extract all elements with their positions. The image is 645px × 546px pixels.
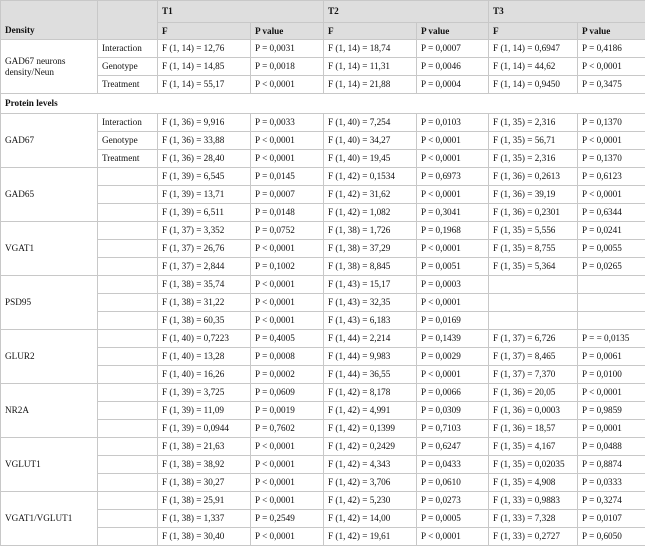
t1-p-cell: P = 0,0145 [251, 168, 324, 186]
effect-cell [98, 384, 158, 402]
t1-f-cell: F (1, 38) = 25,91 [158, 492, 251, 510]
t1-p-cell: P < 0,0001 [251, 528, 324, 546]
table-row [1, 330, 645, 348]
t2-p-cell: P = 0,6973 [417, 168, 489, 186]
effect-cell [98, 330, 158, 348]
t1-f-cell: F (1, 14) = 12,76 [158, 40, 251, 58]
table-row [1, 438, 645, 456]
t1-f-cell: F (1, 39) = 0,0944 [158, 420, 251, 438]
t2-p-cell: P = 0,0029 [417, 348, 489, 366]
t2-f-cell: F (1, 14) = 18,74 [324, 40, 417, 58]
t1-p-cell: P < 0,0001 [251, 76, 324, 94]
t2-p-cell: P < 0,0001 [417, 186, 489, 204]
table-row [1, 492, 645, 510]
table-row [1, 402, 645, 420]
t1-p-cell: P < 0,0001 [251, 276, 324, 294]
t3-f-cell: F (1, 33) = 0,9883 [489, 492, 578, 510]
t3-p-cell: P = 0,4186 [578, 40, 645, 58]
t3-f-cell [489, 294, 578, 312]
table-row [1, 456, 645, 474]
table-row [1, 240, 645, 258]
t3-p-cell: P = 0,0100 [578, 366, 645, 384]
t3-f-cell: F (1, 36) = 0,2613 [489, 168, 578, 186]
effect-cell [98, 492, 158, 510]
t3-p-cell: P = 0,6050 [578, 528, 645, 546]
t3-f-cell: F (1, 35) = 4,908 [489, 474, 578, 492]
effect-cell: Genotype [98, 58, 158, 76]
t3-f-cell: F (1, 35) = 5,364 [489, 258, 578, 276]
t3-p-cell [578, 312, 645, 330]
t3-f-header: F [489, 23, 578, 40]
t3-p-cell: P < 0,0001 [578, 58, 645, 76]
t2-f-cell: F (1, 14) = 11,31 [324, 58, 417, 76]
section-title: Protein levels [1, 94, 645, 114]
t1-f-cell: F (1, 38) = 38,92 [158, 456, 251, 474]
t3-f-cell: F (1, 35) = 0,02035 [489, 456, 578, 474]
t2-f-cell: F (1, 44) = 36,55 [324, 366, 417, 384]
t3-p-cell: P = 0,0055 [578, 240, 645, 258]
t1-p-cell: P = 0,0148 [251, 204, 324, 222]
t2-f-cell: F (1, 42) = 4,343 [324, 456, 417, 474]
group-header-t3: T3 [489, 1, 645, 23]
t3-p-cell: P = 0,0061 [578, 348, 645, 366]
t2-p-cell: P = 0,0433 [417, 456, 489, 474]
t1-p-cell: P < 0,0001 [251, 240, 324, 258]
table-row [1, 222, 645, 240]
group-header-t1: T1 [158, 1, 324, 23]
t3-f-cell: F (1, 14) = 44,62 [489, 58, 578, 76]
t3-p-cell: P < 0,0001 [578, 186, 645, 204]
t2-f-cell: F (1, 38) = 8,845 [324, 258, 417, 276]
table-row [1, 276, 645, 294]
t2-p-cell: P = 0,1968 [417, 222, 489, 240]
effect-cell [98, 348, 158, 366]
t2-f-cell: F (1, 43) = 32,35 [324, 294, 417, 312]
t1-p-cell: P < 0,0001 [251, 132, 324, 150]
table-body [1, 40, 645, 546]
row-group-label: VGAT1 [1, 222, 98, 276]
t2-p-cell: P < 0,0001 [417, 366, 489, 384]
t2-f-cell: F (1, 42) = 5,230 [324, 492, 417, 510]
table-row [1, 474, 645, 492]
table-row [1, 348, 645, 366]
t3-p-cell: P = 0,3475 [578, 76, 645, 94]
t3-p-cell: P = 0,1370 [578, 150, 645, 168]
t2-p-cell: P = 0,0004 [417, 76, 489, 94]
effect-cell [98, 204, 158, 222]
t2-p-cell: P = 0,0007 [417, 40, 489, 58]
t2-p-header: P value [417, 23, 489, 40]
t2-p-cell: P = 0,0610 [417, 474, 489, 492]
t1-f-header: F [158, 23, 251, 40]
t2-p-cell: P = 0,0169 [417, 312, 489, 330]
t2-p-cell: P < 0,0001 [417, 240, 489, 258]
table-row [1, 76, 645, 94]
t3-f-cell: F (1, 35) = 5,556 [489, 222, 578, 240]
t3-f-cell: F (1, 14) = 0,9450 [489, 76, 578, 94]
row-group-label: GLUR2 [1, 330, 98, 384]
t3-p-cell: P < 0,0001 [578, 132, 645, 150]
t3-f-cell: F (1, 37) = 7,370 [489, 366, 578, 384]
t1-p-cell: P = 0,1002 [251, 258, 324, 276]
row-group-label: VGLUT1 [1, 438, 98, 492]
table-row [1, 204, 645, 222]
t1-f-cell: F (1, 38) = 35,74 [158, 276, 251, 294]
effect-cell: Treatment [98, 76, 158, 94]
row-group-label: GAD67 neurons density/Neun [1, 40, 98, 94]
t3-f-cell: F (1, 35) = 2,316 [489, 150, 578, 168]
row-group-label: PSD95 [1, 276, 98, 330]
t1-p-cell: P = 0,0031 [251, 40, 324, 58]
t3-f-cell: F (1, 37) = 6,726 [489, 330, 578, 348]
t3-p-cell: P = 0,0001 [578, 420, 645, 438]
t3-f-cell: F (1, 35) = 56,71 [489, 132, 578, 150]
t1-f-cell: F (1, 38) = 30,40 [158, 528, 251, 546]
effect-cell [98, 222, 158, 240]
t2-p-cell: P = 0,1439 [417, 330, 489, 348]
t1-f-cell: F (1, 39) = 3,725 [158, 384, 251, 402]
t1-f-cell: F (1, 39) = 13,71 [158, 186, 251, 204]
t2-f-cell: F (1, 42) = 0,2429 [324, 438, 417, 456]
t3-p-header: P value [578, 23, 645, 40]
t1-p-cell: P < 0,0001 [251, 150, 324, 168]
t3-f-cell: F (1, 35) = 8,755 [489, 240, 578, 258]
effect-cell: Interaction [98, 114, 158, 132]
table-row [1, 114, 645, 132]
t2-f-cell: F (1, 43) = 6,183 [324, 312, 417, 330]
t2-f-cell: F (1, 42) = 0,1399 [324, 420, 417, 438]
t3-p-cell: P < 0,0001 [578, 384, 645, 402]
t2-p-cell: P = 0,0066 [417, 384, 489, 402]
t2-p-cell: P < 0,0001 [417, 294, 489, 312]
table-row [1, 510, 645, 528]
t3-f-cell: F (1, 33) = 7,328 [489, 510, 578, 528]
t2-f-cell: F (1, 44) = 9,983 [324, 348, 417, 366]
t3-p-cell: P = 0,0241 [578, 222, 645, 240]
table-row [1, 58, 645, 76]
t3-f-cell: F (1, 37) = 8,465 [489, 348, 578, 366]
group-header-t2: T2 [324, 1, 489, 23]
t1-f-cell: F (1, 40) = 16,26 [158, 366, 251, 384]
effect-cell [98, 186, 158, 204]
table-row [1, 40, 645, 58]
t2-p-cell: P = 0,6247 [417, 438, 489, 456]
table-row [1, 132, 645, 150]
table-row [1, 528, 645, 546]
t3-p-cell: P = 0,1370 [578, 114, 645, 132]
t1-f-cell: F (1, 40) = 0,7223 [158, 330, 251, 348]
t2-f-cell: F (1, 42) = 4,991 [324, 402, 417, 420]
t1-p-cell: P < 0,0001 [251, 456, 324, 474]
t1-f-cell: F (1, 14) = 14,85 [158, 58, 251, 76]
t1-p-cell: P = 0,0018 [251, 58, 324, 76]
t2-p-cell: P = 0,0103 [417, 114, 489, 132]
t1-f-cell: F (1, 39) = 11,09 [158, 402, 251, 420]
t1-p-cell: P = 0,4005 [251, 330, 324, 348]
t2-p-cell: P = 0,0046 [417, 58, 489, 76]
t1-p-cell: P < 0,0001 [251, 438, 324, 456]
effect-cell [98, 528, 158, 546]
effect-cell [98, 276, 158, 294]
t2-f-cell: F (1, 44) = 2,214 [324, 330, 417, 348]
t1-p-cell: P = 0,7602 [251, 420, 324, 438]
table-row [1, 312, 645, 330]
t2-f-cell: F (1, 42) = 3,706 [324, 474, 417, 492]
effect-cell [98, 312, 158, 330]
t2-p-cell: P = 0,0005 [417, 510, 489, 528]
t1-p-cell: P < 0,0001 [251, 492, 324, 510]
t2-f-cell: F (1, 42) = 1,082 [324, 204, 417, 222]
table-row [1, 168, 645, 186]
t3-p-cell: P = 0,8874 [578, 456, 645, 474]
t2-p-cell: P = 0,0273 [417, 492, 489, 510]
effect-cell [98, 456, 158, 474]
t3-p-cell: P = = 0,0135 [578, 330, 645, 348]
t1-f-cell: F (1, 37) = 26,76 [158, 240, 251, 258]
t2-f-header: F [324, 23, 417, 40]
t2-f-cell: F (1, 42) = 14,00 [324, 510, 417, 528]
table-row [1, 384, 645, 402]
t2-p-cell: P = 0,7103 [417, 420, 489, 438]
t1-p-cell: P = 0,0008 [251, 348, 324, 366]
t1-f-cell: F (1, 40) = 13,28 [158, 348, 251, 366]
t3-p-cell: P = 0,3274 [578, 492, 645, 510]
t1-p-cell: P = 0,0019 [251, 402, 324, 420]
effect-cell [98, 474, 158, 492]
t2-p-cell: P = 0,0051 [417, 258, 489, 276]
t3-f-cell: F (1, 36) = 0,0003 [489, 402, 578, 420]
t1-p-cell: P = 0,0609 [251, 384, 324, 402]
t1-f-cell: F (1, 36) = 28,40 [158, 150, 251, 168]
t2-p-cell: P < 0,0001 [417, 150, 489, 168]
t2-f-cell: F (1, 42) = 31,62 [324, 186, 417, 204]
t1-p-cell: P = 0,0752 [251, 222, 324, 240]
t1-f-cell: F (1, 38) = 60,35 [158, 312, 251, 330]
t3-p-cell [578, 294, 645, 312]
table-row [1, 366, 645, 384]
row-group-label: VGAT1/VGLUT1 [1, 492, 98, 546]
t2-f-cell: F (1, 40) = 34,27 [324, 132, 417, 150]
t1-p-cell: P < 0,0001 [251, 312, 324, 330]
table-row [1, 294, 645, 312]
t3-f-cell: F (1, 36) = 39,19 [489, 186, 578, 204]
t3-p-cell [578, 276, 645, 294]
section-row [1, 94, 645, 114]
t2-f-cell: F (1, 40) = 19,45 [324, 150, 417, 168]
t2-f-cell: F (1, 40) = 7,254 [324, 114, 417, 132]
effect-cell [98, 240, 158, 258]
effect-cell: Treatment [98, 150, 158, 168]
t3-f-cell: F (1, 35) = 4,167 [489, 438, 578, 456]
t1-f-cell: F (1, 38) = 21,63 [158, 438, 251, 456]
effect-header [98, 1, 158, 40]
t3-p-cell: P = 0,9859 [578, 402, 645, 420]
t1-p-cell: P < 0,0001 [251, 474, 324, 492]
t1-p-header: P value [251, 23, 324, 40]
t3-p-cell: P = 0,0488 [578, 438, 645, 456]
effect-cell [98, 438, 158, 456]
t2-p-cell: P < 0,0001 [417, 528, 489, 546]
t3-f-cell: F (1, 35) = 2,316 [489, 114, 578, 132]
t1-f-cell: F (1, 14) = 55,17 [158, 76, 251, 94]
t1-f-cell: F (1, 38) = 30,27 [158, 474, 251, 492]
table-row [1, 186, 645, 204]
effect-cell [98, 258, 158, 276]
t1-p-cell: P = 0,0033 [251, 114, 324, 132]
t2-f-cell: F (1, 42) = 8,178 [324, 384, 417, 402]
effect-cell [98, 510, 158, 528]
t2-f-cell: F (1, 42) = 0,1534 [324, 168, 417, 186]
t2-p-cell: P = 0,0003 [417, 276, 489, 294]
effect-cell [98, 294, 158, 312]
t3-f-cell: F (1, 33) = 0,2727 [489, 528, 578, 546]
t1-f-cell: F (1, 38) = 1,337 [158, 510, 251, 528]
t1-f-cell: F (1, 39) = 6,545 [158, 168, 251, 186]
density-header: Density [1, 1, 98, 40]
t3-p-cell: P = 0,6123 [578, 168, 645, 186]
t3-p-cell: P = 0,6344 [578, 204, 645, 222]
t2-f-cell: F (1, 43) = 15,17 [324, 276, 417, 294]
effect-cell [98, 366, 158, 384]
t1-f-cell: F (1, 37) = 3,352 [158, 222, 251, 240]
row-group-label: GAD67 [1, 114, 98, 168]
t3-p-cell: P = 0,0333 [578, 474, 645, 492]
header-row-groups [1, 1, 645, 23]
t2-f-cell: F (1, 38) = 37,29 [324, 240, 417, 258]
t2-p-cell: P < 0,0001 [417, 132, 489, 150]
t3-p-cell: P = 0,0107 [578, 510, 645, 528]
t1-f-cell: F (1, 39) = 6,511 [158, 204, 251, 222]
t2-p-cell: P = 0,3041 [417, 204, 489, 222]
effect-cell [98, 402, 158, 420]
t2-p-cell: P = 0,0309 [417, 402, 489, 420]
t1-f-cell: F (1, 36) = 33,88 [158, 132, 251, 150]
t3-f-cell: F (1, 36) = 20,05 [489, 384, 578, 402]
t1-p-cell: P = 0,2549 [251, 510, 324, 528]
t3-p-cell: P = 0,0265 [578, 258, 645, 276]
t1-f-cell: F (1, 37) = 2,844 [158, 258, 251, 276]
table-row [1, 150, 645, 168]
t1-f-cell: F (1, 36) = 9,916 [158, 114, 251, 132]
row-group-label: NR2A [1, 384, 98, 438]
t2-f-cell: F (1, 42) = 19,61 [324, 528, 417, 546]
t2-f-cell: F (1, 38) = 1,726 [324, 222, 417, 240]
t3-f-cell: F (1, 14) = 0,6947 [489, 40, 578, 58]
row-group-label: GAD65 [1, 168, 98, 222]
t1-f-cell: F (1, 38) = 31,22 [158, 294, 251, 312]
t1-p-cell: P = 0,0002 [251, 366, 324, 384]
t3-f-cell: F (1, 36) = 18,57 [489, 420, 578, 438]
effect-cell: Interaction [98, 40, 158, 58]
t1-p-cell: P < 0,0001 [251, 294, 324, 312]
t1-p-cell: P = 0,0007 [251, 186, 324, 204]
table-row [1, 258, 645, 276]
t3-f-cell [489, 276, 578, 294]
effect-cell [98, 168, 158, 186]
t2-f-cell: F (1, 14) = 21,88 [324, 76, 417, 94]
t3-f-cell [489, 312, 578, 330]
t3-f-cell: F (1, 36) = 0,2301 [489, 204, 578, 222]
effect-cell: Genotype [98, 132, 158, 150]
effect-cell [98, 420, 158, 438]
table-row [1, 420, 645, 438]
